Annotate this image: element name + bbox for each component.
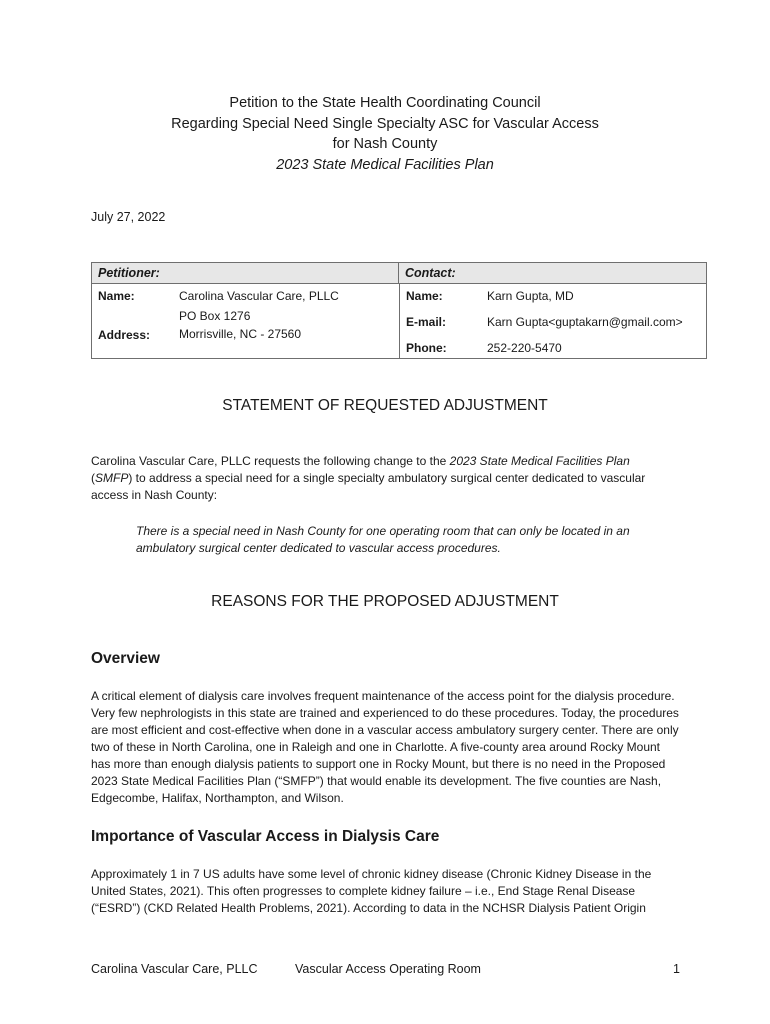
overview-paragraph: A critical element of dialysis care involves frequent maintenance of the access point for the dialysis procedure. Very few nephrologists in this state are trained and experienced to do these procedures. Today, the procedures are most efficient and cost-effective when done in a vascular access ambulatory surgery center. There are only two of these in North Carolina, one in Raleigh and one in Charlotte. A five-county area around Rocky Mount has more than enough dialysis patients to support one in Rocky Mount, but there is no need in the Proposed 2023 State Medical Facilities Plan (“SMFP”) that would enable its development. The five counties are Nash, Edgecombe, Halifax, Northampton, and Wilson.: [91, 689, 679, 805]
importance-paragraph: Approximately 1 in 7 US adults have some level of chronic kidney disease (Chronic Kidney Disease in the United States, 2021). This often progresses to complete kidney failure – i.e., End Stage Renal Disease (“ESRD”) (CKD Related Health Problems, 2021). According to data in the NCHSR Dialysis Patient Origin: [91, 867, 652, 915]
statement-intro: [91, 453, 681, 504]
statement-intro-smfp: SMFP: [95, 471, 129, 485]
importance-heading: Importance of Vascular Access in Dialysis Care: [91, 828, 440, 845]
title-line-4: 2023 State Medical Facilities Plan: [276, 156, 494, 173]
petitioner-header: Petitioner:: [92, 263, 399, 284]
contact-info-table: [91, 262, 707, 359]
contact-phone-label: Phone:: [406, 341, 447, 355]
title-line-2: Regarding Special Need Single Specialty ASC for Vascular Access: [171, 115, 599, 132]
reasons-heading: REASONS FOR THE PROPOSED ADJUSTMENT: [211, 593, 559, 610]
document-title: [0, 93, 770, 175]
document-date: July 27, 2022: [91, 210, 166, 224]
contact-name-label: Name:: [406, 289, 443, 303]
overview-heading: Overview: [91, 650, 160, 667]
statement-heading: STATEMENT OF REQUESTED ADJUSTMENT: [222, 397, 548, 414]
contact-header: Contact:: [399, 263, 706, 284]
contact-email-label: E-mail:: [406, 315, 447, 329]
footer-document-title: Vascular Access Operating Room: [295, 962, 481, 976]
statement-intro-text-3: ) to address a special need for a single specialty ambulatory surgical center dedicated to vascular access in Nash County:: [91, 471, 646, 502]
footer-organization: Carolina Vascular Care, PLLC: [91, 962, 258, 976]
contact-email-value[interactable]: Karn Gupta<guptakarn@gmail.com>: [487, 315, 683, 329]
statement-intro-text-2: (: [91, 471, 95, 485]
statement-intro-plan-name: 2023 State Medical Facilities Plan: [449, 454, 630, 468]
footer-page-number: 1: [673, 962, 680, 976]
petitioner-address-label: Address:: [98, 328, 151, 342]
statement-intro-text-1: Carolina Vascular Care, PLLC requests the following change to the: [91, 454, 450, 468]
petitioner-name-label: Name:: [98, 289, 135, 303]
contact-name-value: Karn Gupta, MD: [487, 289, 574, 303]
petitioner-address-line-1: PO Box 1276: [179, 309, 251, 323]
requested-adjustment-quote: There is a special need in Nash County for one operating room that can only be located in an ambulatory surgical center dedicated to vascular access procedures.: [136, 524, 630, 555]
petitioner-address-line-2: Morrisville, NC - 27560: [179, 327, 302, 341]
petitioner-name-value: Carolina Vascular Care, PLLC: [179, 289, 339, 303]
title-line-3: for Nash County: [332, 136, 438, 152]
table-divider: [399, 284, 400, 358]
contact-phone-value: 252-220-5470: [487, 341, 562, 355]
title-line-1: Petition to the State Health Coordinating Council: [229, 95, 541, 111]
